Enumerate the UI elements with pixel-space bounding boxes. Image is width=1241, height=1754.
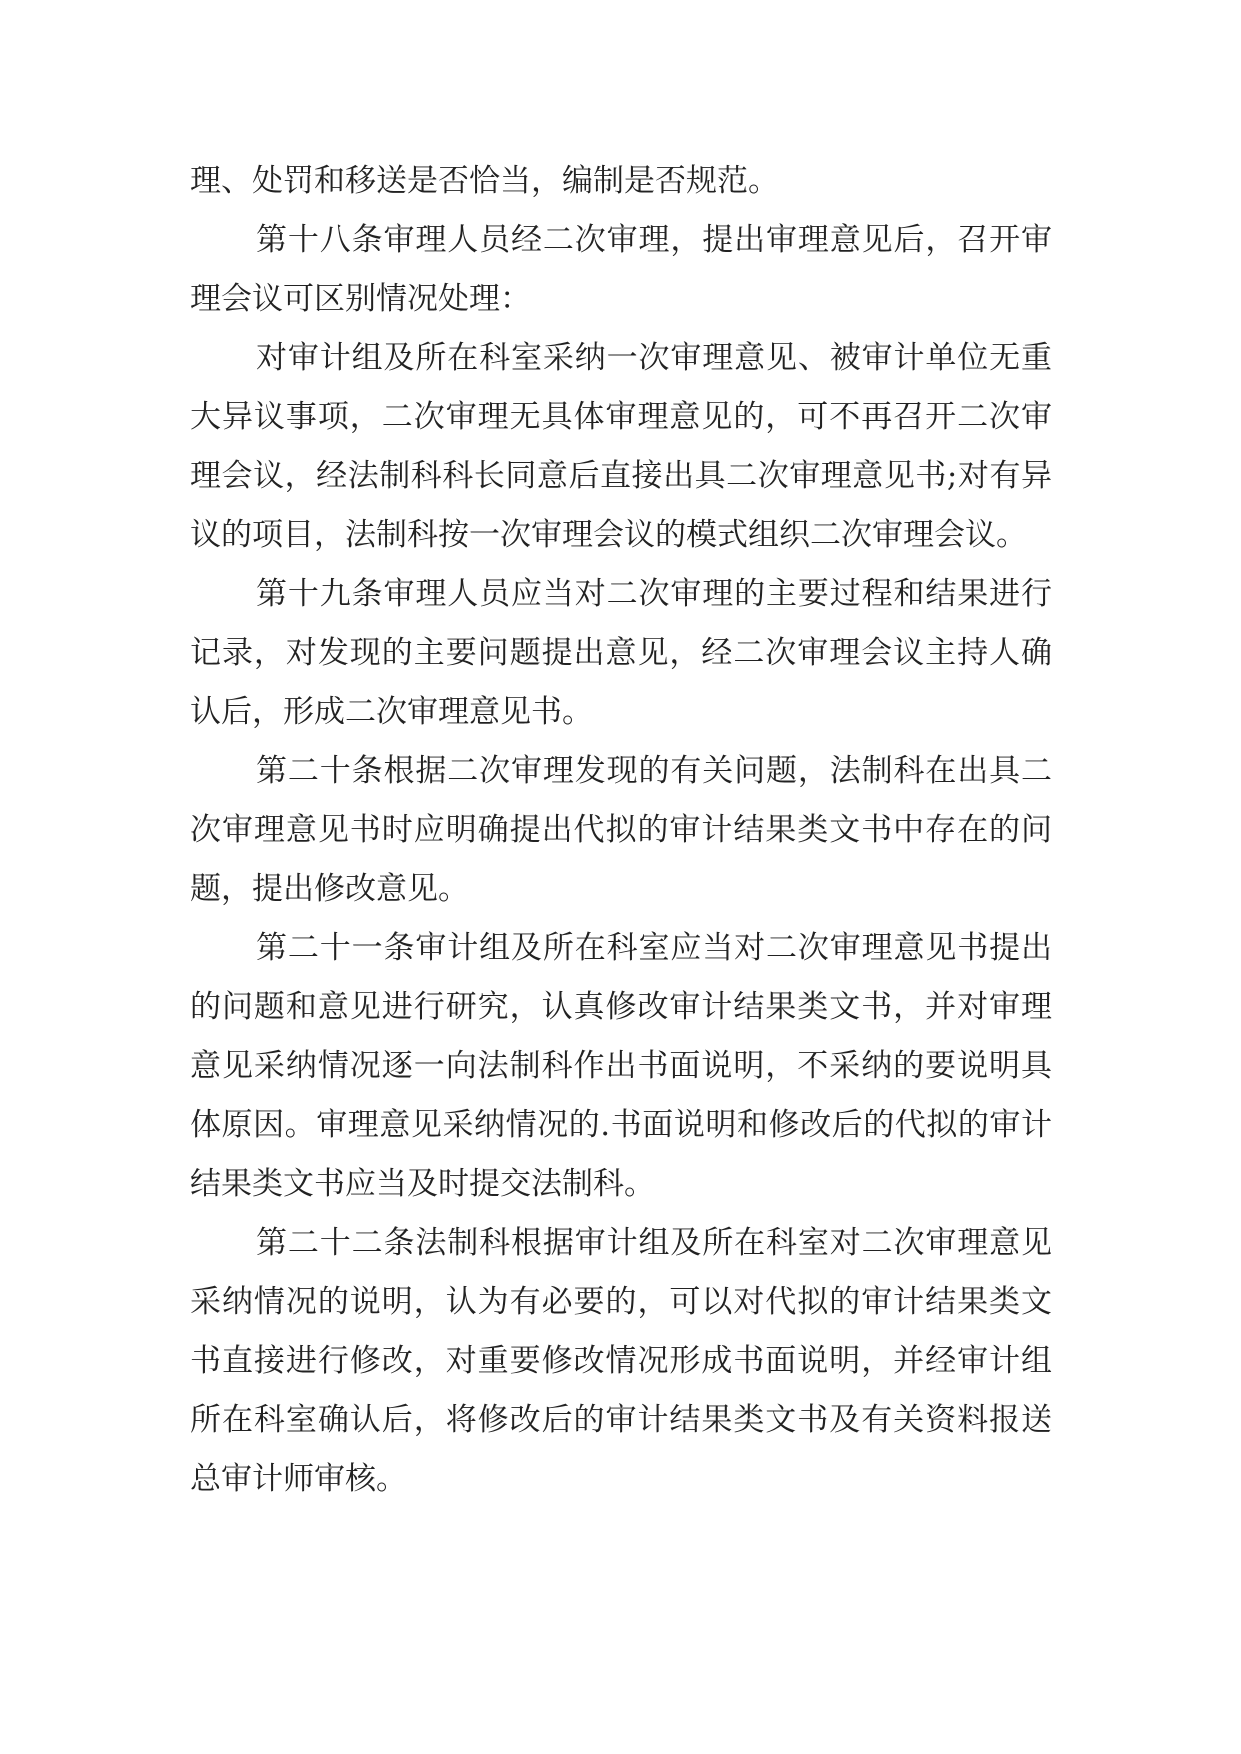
article-19-paragraph: 第十九条审理人员应当对二次审理的主要过程和结果进行记录，对发现的主要问题提出意见，经二次审理会议主持人确认后，形成二次审理意见书。 [190,576,1052,730]
document-body [190,152,1052,1509]
article-21-paragraph: 第二十一条审计组及所在科室应当对二次审理意见书提出的问题和意见进行研究，认真修改审计结果类文书，并对审理意见采纳情况逐一向法制科作出书面说明，不采纳的要说明具体原因。审理意见采纳情况的.书面说明和修改后的代拟的审计结果类文书应当及时提交法制科。 [190,930,1052,1202]
article-22-paragraph: 第二十二条法制科根据审计组及所在科室对二次审理意见采纳情况的说明，认为有必要的，可以对代拟的审计结果类文书直接进行修改，对重要修改情况形成书面说明，并经审计组所在科室确认后，将修改后的审计结果类文书及有关资料报送总审计师审核。 [190,1225,1052,1497]
article-20-paragraph: 第二十条根据二次审理发现的有关问题，法制科在出具二次审理意见书时应明确提出代拟的审计结果类文书中存在的问题，提出修改意见。 [190,753,1052,907]
article-18-detail-paragraph: 对审计组及所在科室采纳一次审理意见、被审计单位无重大异议事项，二次审理无具体审理意见的，可不再召开二次审理会议，经法制科科长同意后直接出具二次审理意见书;对有异议的项目，法制科按一次审理会议的模式组织二次审理会议。 [190,340,1052,553]
article-18-paragraph: 第十八条审理人员经二次审理，提出审理意见后，召开审理会议可区别情况处理： [190,222,1052,317]
paragraph-continuation: 理、处罚和移送是否恰当，编制是否规范。 [190,163,779,199]
